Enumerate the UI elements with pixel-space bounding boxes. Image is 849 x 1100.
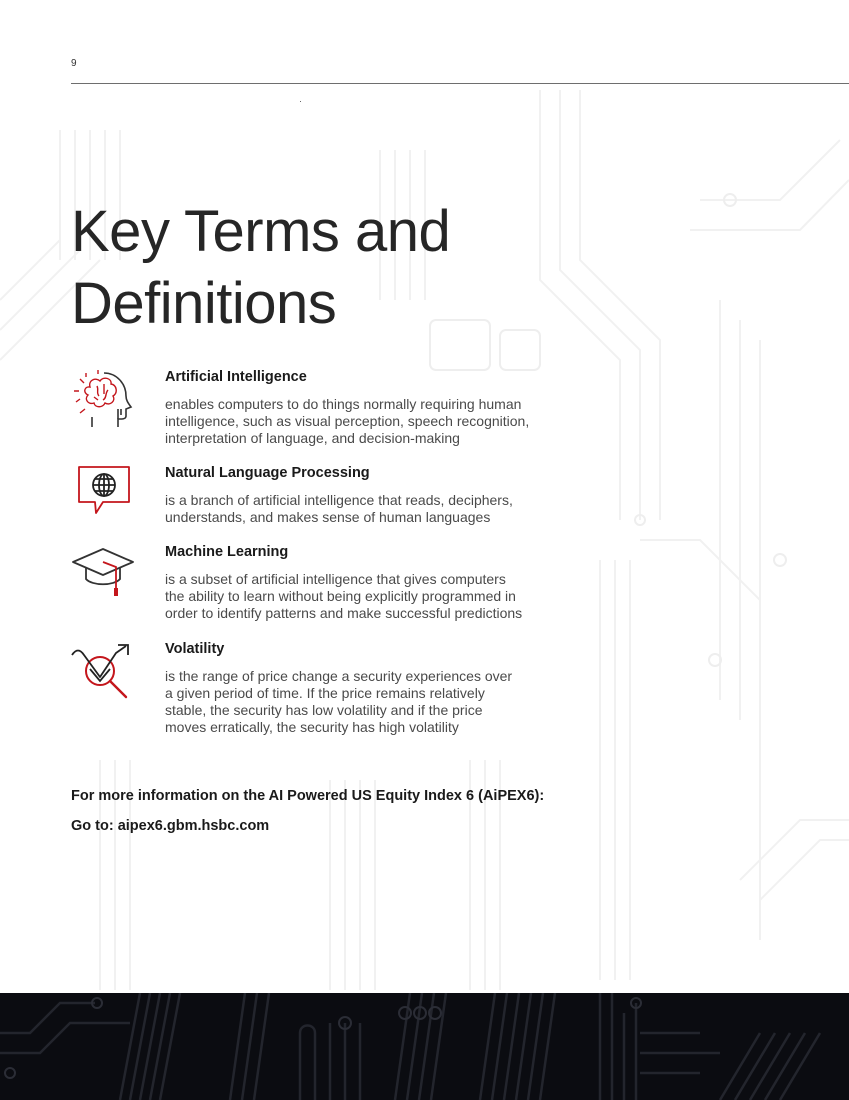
graduation-cap-icon bbox=[70, 544, 134, 608]
brain-head-icon bbox=[70, 369, 134, 433]
website-link[interactable]: Go to: aipex6.gbm.hsbc.com bbox=[71, 818, 270, 834]
title-line-2: Definitions bbox=[71, 271, 337, 336]
definition-line: intelligence, such as visual perception, speech recognition, bbox=[165, 413, 530, 429]
term-name: Natural Language Processing bbox=[165, 465, 370, 481]
term-name: Machine Learning bbox=[165, 544, 289, 560]
definition-line: enables computers to do things normally requiring human bbox=[165, 396, 522, 412]
circuit-footer-graphic bbox=[0, 993, 849, 1100]
magnifier-trend-icon bbox=[70, 641, 134, 705]
definition-line: moves erratically, the security has high volatility bbox=[165, 719, 459, 735]
definition-line: is a branch of artificial intelligence that reads, deciphers, bbox=[165, 492, 513, 508]
header-divider bbox=[71, 83, 849, 84]
definition-line: a given period of time. If the price remains relatively bbox=[165, 685, 485, 701]
term-definition bbox=[165, 492, 585, 526]
definition-line: understands, and makes sense of human languages bbox=[165, 509, 491, 525]
term-definition bbox=[165, 668, 585, 736]
term-definition bbox=[165, 571, 585, 622]
term-name: Artificial Intelligence bbox=[165, 369, 307, 385]
definition-line: interpretation of language, and decision-making bbox=[165, 430, 460, 446]
definition-line: is the range of price change a security experiences over bbox=[165, 668, 513, 684]
footer-band bbox=[0, 993, 849, 1100]
page-title bbox=[71, 196, 450, 340]
title-line-1: Key Terms and bbox=[71, 199, 451, 264]
page-number: 9 bbox=[71, 58, 77, 69]
stray-dot bbox=[300, 101, 301, 102]
globe-speech-bubble-icon bbox=[70, 465, 134, 529]
term-definition bbox=[165, 396, 585, 447]
definition-line: is a subset of artificial intelligence that gives computers bbox=[165, 571, 506, 587]
definition-line: stable, the security has low volatility and if the price bbox=[165, 702, 483, 718]
more-info-text: For more information on the AI Powered US Equity Index 6 (AiPEX6): bbox=[71, 788, 545, 804]
definition-line: the ability to learn without being explicitly programmed in bbox=[165, 588, 516, 604]
definition-line: order to identify patterns and make successful predictions bbox=[165, 605, 523, 621]
term-name: Volatility bbox=[165, 641, 225, 657]
